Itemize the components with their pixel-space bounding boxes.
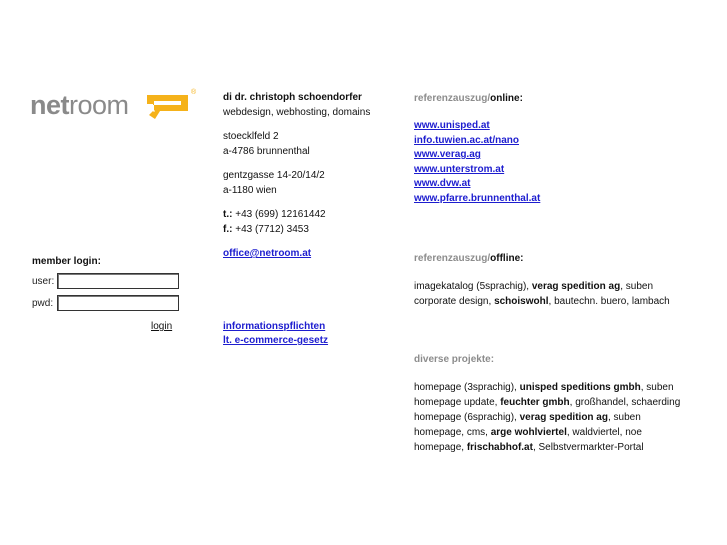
speech-bubble-icon: [145, 94, 195, 122]
trademark-symbol: ®: [191, 89, 197, 96]
online-heading: referenzauszug/online:: [414, 93, 523, 104]
netroom-logo: [30, 88, 200, 124]
pwd-label: pwd:: [32, 298, 54, 309]
user-input[interactable]: [57, 273, 179, 289]
ecommerce-gesetz-link[interactable]: lt. e-commerce-gesetz: [223, 335, 329, 346]
link-tuwien-nano[interactable]: info.tuwien.ac.at/nano: [414, 134, 520, 146]
offline-item: imagekatalog (5sprachig), verag spedition ag, suben: [414, 281, 654, 292]
pwd-input[interactable]: [57, 295, 179, 311]
project-item: homepage (3sprachig), unisped speditions gmbh, suben: [414, 382, 674, 393]
project-item: homepage, frischabhof.at, Selbstvermarkter-Portal: [414, 442, 644, 453]
fax-line: f.: +43 (7712) 3453: [223, 224, 309, 235]
project-item: homepage (6sprachig), verag spedition ag, suben: [414, 412, 641, 423]
contact-block: [223, 90, 370, 261]
informationspflichten-link[interactable]: informationspflichten: [223, 321, 326, 332]
email-link[interactable]: office@netroom.at: [223, 248, 312, 259]
address2-city: a-1180 wien: [223, 185, 277, 196]
phone-line: t.: +43 (699) 12161442: [223, 209, 326, 220]
contact-tagline: webdesign, webhosting, domains: [223, 107, 371, 118]
address2-street: gentzgasse 14-20/14/2: [223, 170, 325, 181]
address1-street: stoecklfeld 2: [223, 131, 279, 142]
offline-heading: referenzauszug/offline:: [414, 253, 524, 264]
address1-city: a-4786 brunnenthal: [223, 146, 310, 157]
contact-name: di dr. christoph schoendorfer: [223, 92, 362, 103]
logo-wordmark: netroom: [30, 90, 129, 120]
link-pfarre-brunnenthal[interactable]: www.pfarre.brunnenthal.at: [414, 192, 541, 204]
link-dvw[interactable]: www.dvw.at: [414, 178, 471, 189]
link-verag[interactable]: www.verag.ag: [414, 149, 481, 160]
login-title: member login:: [32, 256, 101, 267]
link-unisped[interactable]: www.unisped.at: [414, 120, 490, 131]
user-label: user:: [32, 276, 55, 287]
link-unterstrom[interactable]: www.unterstrom.at: [414, 163, 505, 175]
projects-heading: diverse projekte:: [414, 354, 495, 365]
offline-item: corporate design, schoiswohl, bautechn. buero, lambach: [414, 296, 670, 307]
project-item: homepage update, feuchter gmbh, großhandel, schaerding: [414, 397, 681, 408]
project-item: homepage, cms, arge wohlviertel, waldviertel, noe: [414, 427, 642, 438]
login-button[interactable]: login: [151, 321, 173, 332]
